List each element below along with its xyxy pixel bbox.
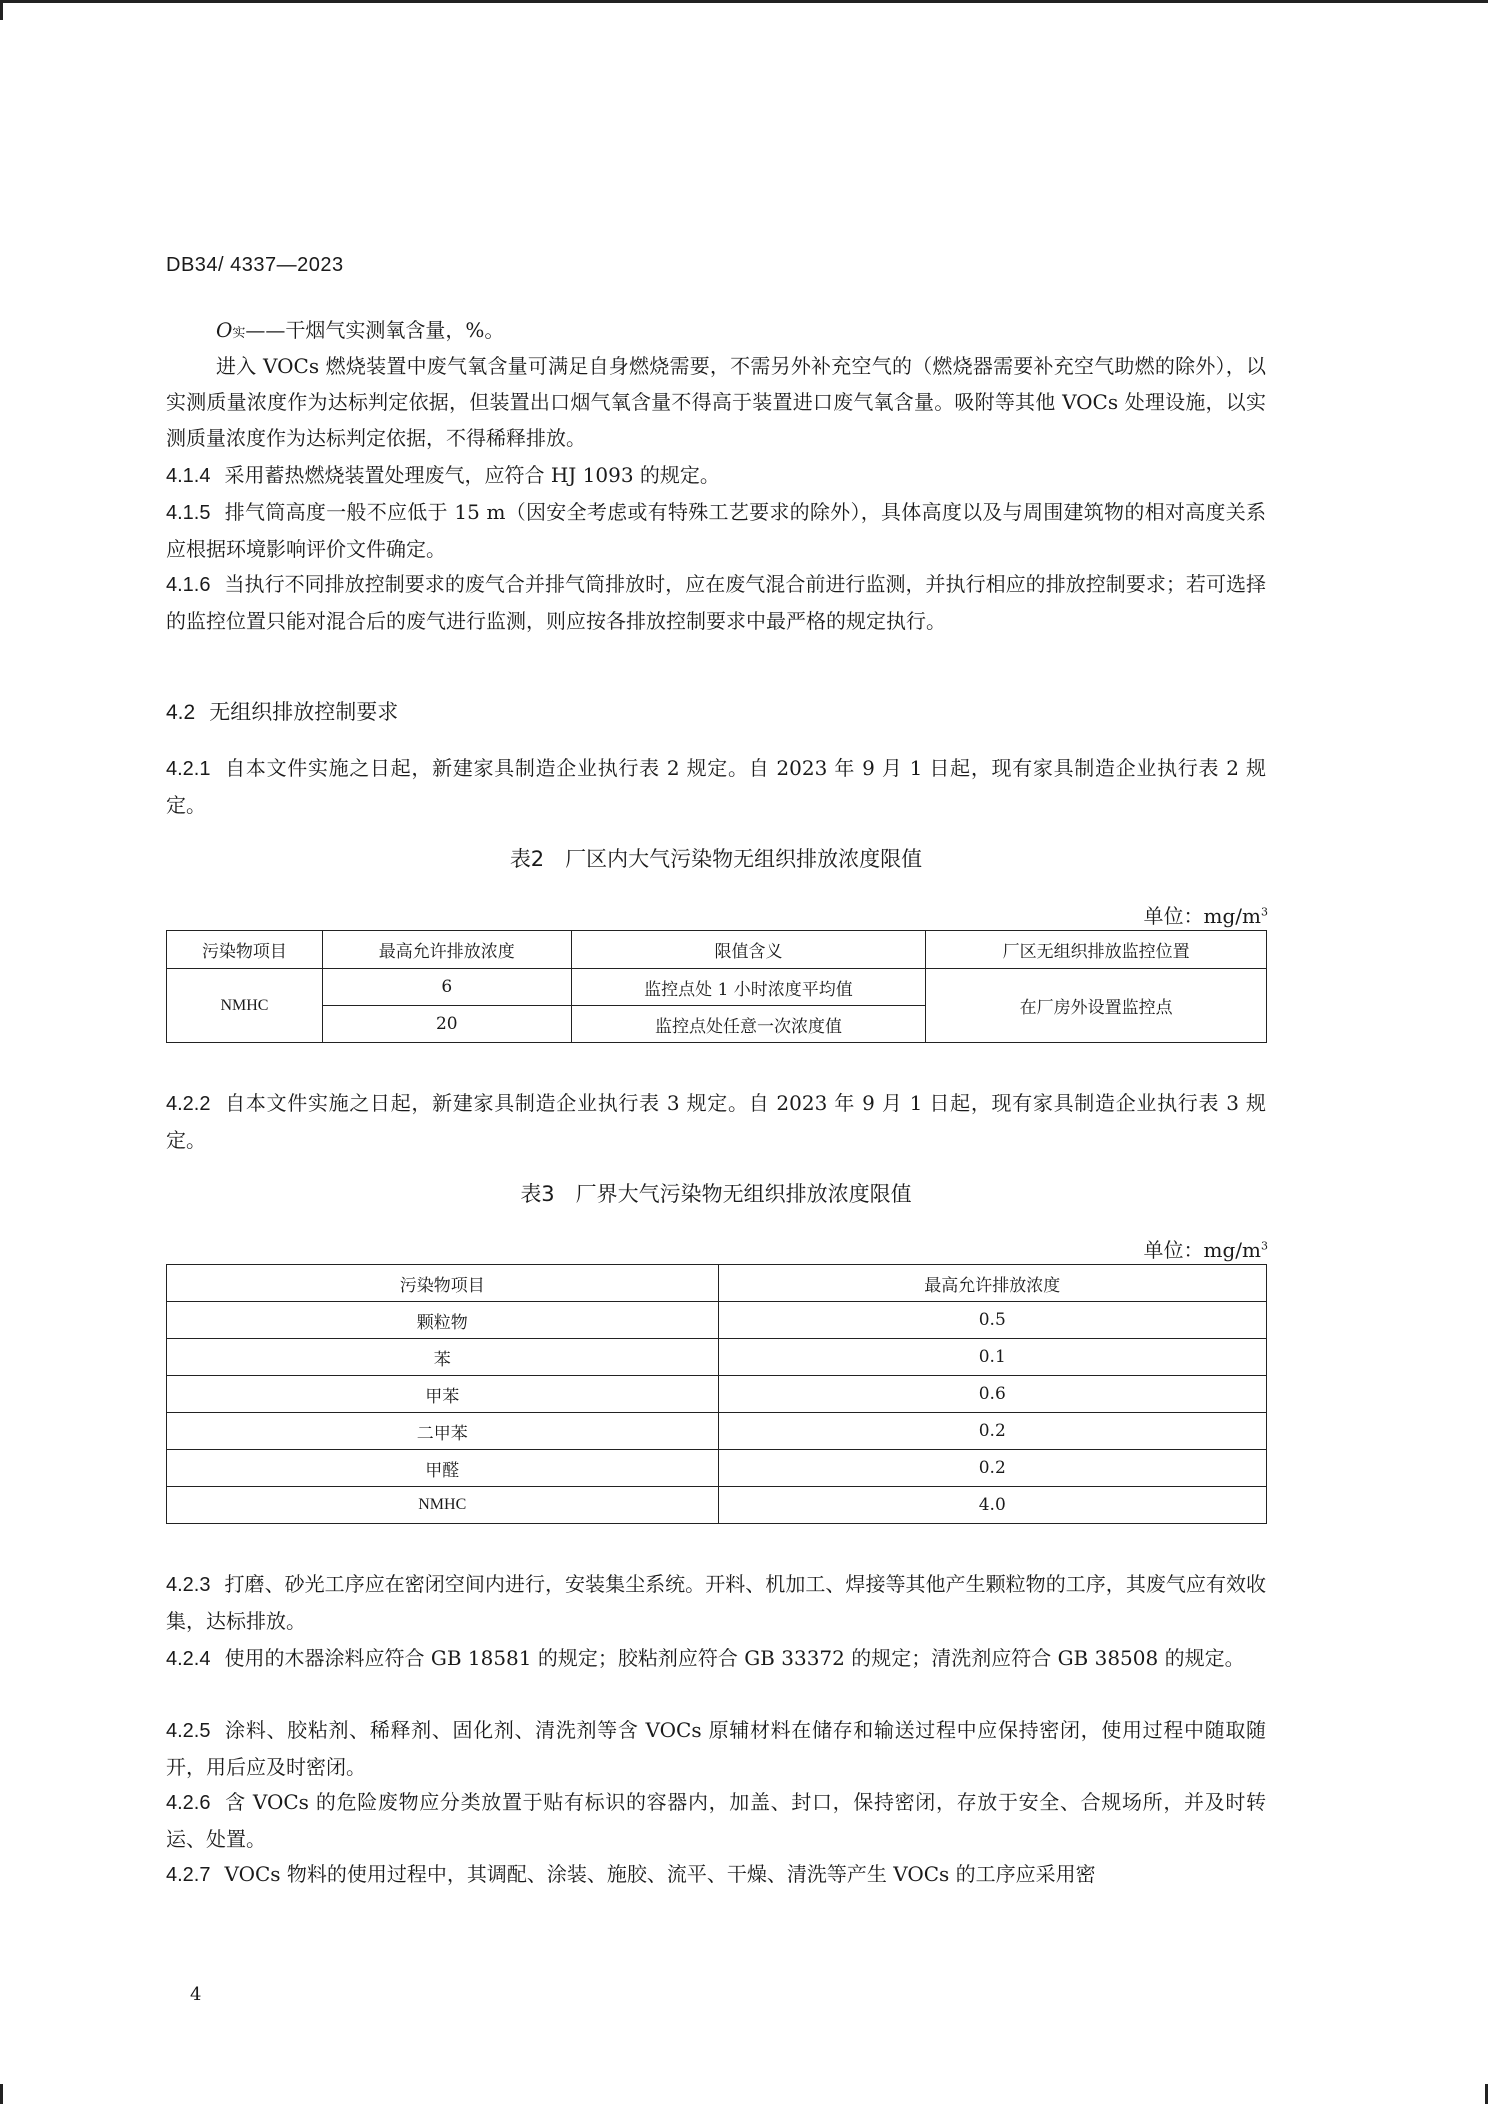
section-title: 无组织排放控制要求 xyxy=(209,700,399,724)
o2-symbol: O xyxy=(216,318,233,342)
clause-number: 4.2.7 xyxy=(166,1864,211,1886)
clause-4-2-3 xyxy=(166,1566,1266,1639)
scan-edge xyxy=(0,0,1488,3)
clause-text: 自本文件实施之日起，新建家具制造企业执行表 2 规定。自 2023 年 9 月 1 日起，现有家具制造企业执行表 2 规定。 xyxy=(166,756,1266,817)
clause-4-2-6 xyxy=(166,1784,1266,1857)
clause-text: 采用蓄热燃烧装置处理废气，应符合 HJ 1093 的规定。 xyxy=(224,463,720,487)
clause-text: 使用的木器涂料应符合 GB 18581 的规定；胶粘剂应符合 GB 33372 的规定；清洗剂应符合 GB 38508 的规定。 xyxy=(224,1646,1245,1670)
clause-number: 4.2.5 xyxy=(166,1720,211,1742)
document-code: DB34/ 4337—2023 xyxy=(166,254,344,276)
item-cell: 颗粒物 xyxy=(167,1302,719,1339)
clause-number: 4.2.4 xyxy=(166,1648,211,1670)
table-3 xyxy=(166,1264,1267,1524)
table-header-cell: 污染物项目 xyxy=(167,1265,719,1302)
location-cell: 在厂房外设置监控点 xyxy=(926,969,1267,1043)
clause-number: 4.2.2 xyxy=(166,1093,211,1115)
table-3-unit: 单位：$mg/m^3$ xyxy=(1143,1238,1268,1262)
clause-4-1-4 xyxy=(166,457,1266,494)
meaning-cell: 监控点处 1 小时浓度平均值 xyxy=(571,969,926,1006)
clause-number: 4.2.6 xyxy=(166,1792,211,1814)
table-header-row xyxy=(167,1265,1267,1302)
table-header-cell: 污染物项目 xyxy=(167,931,323,969)
clause-number: 4.1.4 xyxy=(166,465,211,487)
clause-4-2-4 xyxy=(166,1640,1266,1677)
value-cell: 20 xyxy=(322,1006,571,1043)
clause-4-1-6 xyxy=(166,566,1266,639)
table-header-cell: 最高允许排放浓度 xyxy=(718,1265,1267,1302)
table-row xyxy=(167,1339,1267,1376)
page-number: 4 xyxy=(190,1984,202,2005)
clause-4-2-2 xyxy=(166,1085,1266,1158)
table-2 xyxy=(166,930,1267,1043)
item-cell: 苯 xyxy=(167,1339,719,1376)
value-cell: 6 xyxy=(322,969,571,1006)
clause-text: 排气筒高度一般不应低于 15 m（因安全考虑或有特殊工艺要求的除外），具体高度以及与周围建筑物的相对高度关系应根据环境影响评价文件确定。 xyxy=(166,500,1266,561)
clause-text: 打磨、砂光工序应在密闭空间内进行，安装集尘系统。开料、机加工、焊接等其他产生颗粒物的工序，其废气应有效收集，达标排放。 xyxy=(166,1572,1266,1633)
meaning-cell: 监控点处任意一次浓度值 xyxy=(571,1006,926,1043)
table-2-caption: 表2 厂区内大气污染物无组织排放浓度限值 xyxy=(509,847,923,871)
clause-text: VOCs 物料的使用过程中，其调配、涂装、施胶、流平、干燥、清洗等产生 VOCs 的工序应采用密 xyxy=(224,1862,1096,1886)
table-row xyxy=(167,1413,1267,1450)
clause-text: 涂料、胶粘剂、稀释剂、固化剂、清洗剂等含 VOCs 原辅材料在储存和输送过程中应保持密闭，使用过程中随取随开，用后应及时密闭。 xyxy=(166,1718,1266,1779)
o2-definition-text: ——干烟气实测氧含量，%。 xyxy=(245,318,505,342)
table-header-cell: 限值含义 xyxy=(571,931,926,969)
o2-definition xyxy=(216,312,1266,352)
value-cell: 0.2 xyxy=(718,1413,1267,1450)
value-cell: 0.2 xyxy=(718,1450,1267,1487)
clause-4-2-5 xyxy=(166,1712,1266,1785)
table-header-cell: 厂区无组织排放监控位置 xyxy=(926,931,1267,969)
item-cell: 二甲苯 xyxy=(167,1413,719,1450)
section-number: 4.2 xyxy=(166,701,196,724)
pollutant-cell: NMHC xyxy=(167,969,323,1043)
clause-text: 含 VOCs 的危险废物应分类放置于贴有标识的容器内，加盖、封口，保持密闭，存放于安全、合规场所，并及时转运、处置。 xyxy=(166,1790,1266,1851)
table-header-row xyxy=(167,931,1267,969)
table-row xyxy=(167,1487,1267,1524)
clause-text: 当执行不同排放控制要求的废气合并排气筒排放时，应在废气混合前进行监测，并执行相应的排放控制要求；若可选择的监控位置只能对混合后的废气进行监测，则应按各排放控制要求中最严格的规定执行。 xyxy=(166,572,1266,633)
clause-4-2-1 xyxy=(166,750,1266,823)
clause-number: 4.1.5 xyxy=(166,502,211,524)
table-row xyxy=(167,1450,1267,1487)
clause-text: 自本文件实施之日起，新建家具制造企业执行表 3 规定。自 2023 年 9 月 1 日起，现有家具制造企业执行表 3 规定。 xyxy=(166,1091,1266,1152)
table-row xyxy=(167,1302,1267,1339)
item-cell: 甲苯 xyxy=(167,1376,719,1413)
table-row xyxy=(167,1376,1267,1413)
table-2-unit: 单位：$mg/m^3$ xyxy=(1143,904,1268,928)
table-row xyxy=(167,969,1267,1006)
section-4-2-heading xyxy=(166,696,398,726)
scan-edge xyxy=(0,2084,3,2104)
clause-number: 4.2.3 xyxy=(166,1574,211,1596)
value-cell: 4.0 xyxy=(718,1487,1267,1524)
table-3-caption: 表3 厂界大气污染物无组织排放浓度限值 xyxy=(520,1182,912,1206)
table-header-cell: 最高允许排放浓度 xyxy=(322,931,571,969)
clause-number: 4.1.6 xyxy=(166,574,211,596)
item-cell: NMHC xyxy=(167,1487,719,1524)
combustion-paragraph: 进入 VOCs 燃烧装置中废气氧含量可满足自身燃烧需要，不需另外补充空气的（燃烧器需要补充空气助燃的除外），以实测质量浓度作为达标判定依据，但装置出口烟气氧含量不得高于装置进口废气氧含量。吸附等其他 VOCs 处理设施，以实测质量浓度作为达标判定依据，不得稀释排放。 xyxy=(166,354,1266,450)
o2-subscript: 实 xyxy=(232,326,246,341)
scan-edge xyxy=(0,0,3,20)
clause-number: 4.2.1 xyxy=(166,758,211,780)
clause-4-1-5 xyxy=(166,494,1266,567)
value-cell: 0.6 xyxy=(718,1376,1267,1413)
value-cell: 0.5 xyxy=(718,1302,1267,1339)
clause-4-2-7 xyxy=(166,1856,1266,1893)
value-cell: 0.1 xyxy=(718,1339,1267,1376)
item-cell: 甲醛 xyxy=(167,1450,719,1487)
